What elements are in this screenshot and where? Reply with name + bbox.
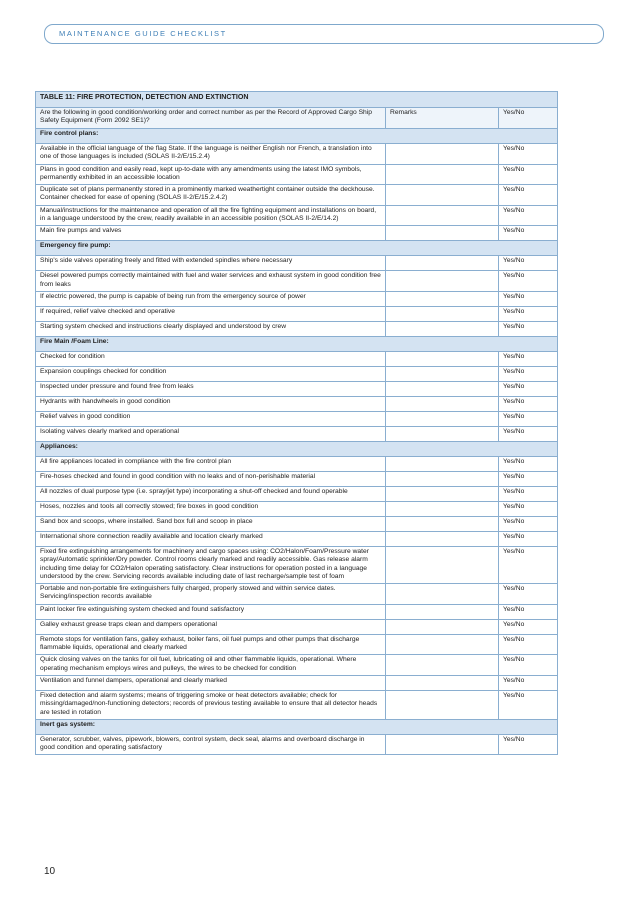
item-description: Inspected under pressure and found free from leaks <box>36 381 386 396</box>
remarks-cell[interactable] <box>386 164 499 185</box>
remarks-cell[interactable] <box>386 634 499 655</box>
remarks-cell[interactable] <box>386 584 499 605</box>
yes-no-cell[interactable]: Yes/No <box>499 351 558 366</box>
yes-no-cell[interactable]: Yes/No <box>499 396 558 411</box>
table-row <box>36 144 558 165</box>
table-row <box>36 381 558 396</box>
yes-no-cell[interactable]: Yes/No <box>499 226 558 241</box>
table-row <box>36 675 558 690</box>
remarks-cell[interactable] <box>386 486 499 501</box>
table-row <box>36 486 558 501</box>
remarks-cell[interactable] <box>386 546 499 583</box>
remarks-cell[interactable] <box>386 471 499 486</box>
remarks-cell[interactable] <box>386 321 499 336</box>
section-header-row <box>36 336 558 351</box>
remarks-cell[interactable] <box>386 226 499 241</box>
item-description: International shore connection readily available and location clearly marked <box>36 531 386 546</box>
remarks-cell[interactable] <box>386 185 499 206</box>
remarks-cell[interactable] <box>386 734 499 755</box>
item-description: Generator, scrubber, valves, pipework, blowers, control system, deck seal, alarms and overboard discharge in good condition and operating satisfactory <box>36 734 386 755</box>
yes-no-cell[interactable]: Yes/No <box>499 366 558 381</box>
item-description: Ventilation and funnel dampers, operational and clearly marked <box>36 675 386 690</box>
yes-no-cell[interactable]: Yes/No <box>499 321 558 336</box>
item-description: If electric powered, the pump is capable of being run from the emergency source of power <box>36 291 386 306</box>
yes-no-cell[interactable]: Yes/No <box>499 456 558 471</box>
fire-protection-checklist-table <box>35 91 558 755</box>
item-description: Main fire pumps and valves <box>36 226 386 241</box>
item-description: Galley exhaust grease traps clean and dampers operational <box>36 619 386 634</box>
table-row <box>36 604 558 619</box>
table-row <box>36 256 558 271</box>
remarks-cell[interactable] <box>386 306 499 321</box>
table-row <box>36 321 558 336</box>
section-title: Emergency fire pump: <box>36 241 558 256</box>
item-description: Checked for condition <box>36 351 386 366</box>
table-row <box>36 164 558 185</box>
table-row <box>36 351 558 366</box>
section-header-row <box>36 441 558 456</box>
item-description: Fire-hoses checked and found in good condition with no leaks and of non-perishable material <box>36 471 386 486</box>
section-title: Fire control plans: <box>36 129 558 144</box>
page-number: 10 <box>44 866 56 877</box>
item-description: Paint locker fire extinguishing system checked and found satisfactory <box>36 604 386 619</box>
item-description: Plans in good condition and easily read, kept up-to-date with any amendments using the latest IMO symbols, permanently exhibited in an accessible location <box>36 164 386 185</box>
item-description: Relief valves in good condition <box>36 411 386 426</box>
yes-no-cell[interactable]: Yes/No <box>499 584 558 605</box>
table-row <box>36 411 558 426</box>
yes-no-cell[interactable]: Yes/No <box>499 185 558 206</box>
remarks-cell[interactable] <box>386 351 499 366</box>
remarks-cell[interactable] <box>386 604 499 619</box>
yes-no-cell[interactable]: Yes/No <box>499 531 558 546</box>
header-banner <box>44 24 604 44</box>
section-title: Inert gas system: <box>36 719 558 734</box>
yes-no-cell[interactable]: Yes/No <box>499 604 558 619</box>
remarks-cell[interactable] <box>386 426 499 441</box>
item-description: Isolating valves clearly marked and operational <box>36 426 386 441</box>
table-header-row <box>36 108 558 129</box>
item-description: Quick closing valves on the tanks for oil fuel, lubricating oil and other flammable liquids, operational. Where operating mechanism employs wires and pulleys, the wires to be checked for condition <box>36 655 386 676</box>
remarks-cell[interactable] <box>386 366 499 381</box>
item-description: All nozzles of dual purpose type (i.e. spray/jet type) incorporating a shut-off checked and found operable <box>36 486 386 501</box>
remarks-cell[interactable] <box>386 690 499 719</box>
remarks-cell[interactable] <box>386 655 499 676</box>
table-row <box>36 306 558 321</box>
remarks-cell[interactable] <box>386 619 499 634</box>
remarks-cell[interactable] <box>386 396 499 411</box>
table-row <box>36 205 558 226</box>
remarks-cell[interactable] <box>386 675 499 690</box>
yes-no-cell[interactable]: Yes/No <box>499 164 558 185</box>
yes-no-cell[interactable]: Yes/No <box>499 501 558 516</box>
remarks-cell[interactable] <box>386 144 499 165</box>
item-description: Diesel powered pumps correctly maintained with fuel and water services and exhaust system in good condition free from leaks <box>36 271 386 292</box>
table-row <box>36 655 558 676</box>
item-description: Manual/instructions for the maintenance and operation of all the fire fighting equipment and installations on board, in a language understood by the crew, readily available in an accessible position (SOLAS II-2/E/14.2) <box>36 205 386 226</box>
yes-no-cell[interactable]: Yes/No <box>499 306 558 321</box>
remarks-cell[interactable] <box>386 531 499 546</box>
table-row <box>36 516 558 531</box>
yes-no-cell[interactable]: Yes/No <box>499 619 558 634</box>
item-description: All fire appliances located in compliance with the fire control plan <box>36 456 386 471</box>
table-row <box>36 501 558 516</box>
remarks-cell[interactable] <box>386 291 499 306</box>
item-description: Portable and non-portable fire extinguishers fully charged, properly stowed and within service dates. Servicing/inspection records available <box>36 584 386 605</box>
yes-no-cell[interactable]: Yes/No <box>499 516 558 531</box>
yes-no-cell[interactable]: Yes/No <box>499 256 558 271</box>
item-description: Fixed detection and alarm systems; means of triggering smoke or heat detectors available; check for missing/damaged/non-functioning detectors; records of previous testing available to ensure that all detector heads are tested in rotation <box>36 690 386 719</box>
description-column-header: Are the following in good condition/working order and correct number as per the Record of Approved Cargo Ship Safety Equipment (Form 2092 SE1)? <box>36 108 386 129</box>
item-description: If required, relief valve checked and operative <box>36 306 386 321</box>
yes-no-cell[interactable]: Yes/No <box>499 655 558 676</box>
yes-no-cell[interactable]: Yes/No <box>499 271 558 292</box>
table-row <box>36 271 558 292</box>
yes-no-cell[interactable]: Yes/No <box>499 546 558 583</box>
table-row <box>36 226 558 241</box>
table-row <box>36 471 558 486</box>
item-description: Remote stops for ventilation fans, galley exhaust, boiler fans, oil fuel pumps and other pumps that discharge flammable liquids, operational and clearly marked <box>36 634 386 655</box>
yes-no-cell[interactable]: Yes/No <box>499 205 558 226</box>
yes-no-cell[interactable]: Yes/No <box>499 675 558 690</box>
header-title: MAINTENANCE GUIDE CHECKLIST <box>59 29 227 38</box>
yes-no-cell[interactable]: Yes/No <box>499 426 558 441</box>
table-row <box>36 185 558 206</box>
remarks-cell[interactable] <box>386 456 499 471</box>
remarks-cell[interactable] <box>386 501 499 516</box>
remarks-cell[interactable] <box>386 271 499 292</box>
item-description: Available in the official language of the flag State. If the language is neither English nor French, a translation into one of those languages is included (SOLAS II-2/E/15.2.4) <box>36 144 386 165</box>
table-row <box>36 619 558 634</box>
table-row <box>36 396 558 411</box>
yes-no-cell[interactable]: Yes/No <box>499 291 558 306</box>
item-description: Ship's side valves operating freely and fitted with extended spindles where necessary <box>36 256 386 271</box>
table-row <box>36 366 558 381</box>
remarks-cell[interactable] <box>386 411 499 426</box>
section-header-row <box>36 129 558 144</box>
yesno-column-header: Yes/No <box>499 108 558 129</box>
item-description: Hoses, nozzles and tools all correctly stowed; fire boxes in good condition <box>36 501 386 516</box>
yes-no-cell[interactable]: Yes/No <box>499 734 558 755</box>
table-row <box>36 634 558 655</box>
table-row <box>36 456 558 471</box>
table-row <box>36 690 558 719</box>
yes-no-cell[interactable]: Yes/No <box>499 634 558 655</box>
section-title: Appliances: <box>36 441 558 456</box>
item-description: Sand box and scoops, where installed. Sand box full and scoop in place <box>36 516 386 531</box>
remarks-column-header: Remarks <box>386 108 499 129</box>
yes-no-cell[interactable]: Yes/No <box>499 381 558 396</box>
yes-no-cell[interactable]: Yes/No <box>499 144 558 165</box>
table-row <box>36 584 558 605</box>
table-title-row <box>36 92 558 108</box>
item-description: Expansion couplings checked for condition <box>36 366 386 381</box>
section-title: Fire Main /Foam Line: <box>36 336 558 351</box>
item-description: Hydrants with handwheels in good condition <box>36 396 386 411</box>
item-description: Starting system checked and instructions clearly displayed and understood by crew <box>36 321 386 336</box>
section-header-row <box>36 719 558 734</box>
remarks-cell[interactable] <box>386 205 499 226</box>
table-row <box>36 734 558 755</box>
remarks-cell[interactable] <box>386 256 499 271</box>
table-row <box>36 426 558 441</box>
table-row <box>36 546 558 583</box>
table-title: TABLE 11: FIRE PROTECTION, DETECTION AND EXTINCTION <box>36 92 558 108</box>
item-description: Duplicate set of plans permanently stored in a prominently marked weathertight container outside the deckhouse. Container checked for ease of opening (SOLAS II-2/E/15.2.4.2) <box>36 185 386 206</box>
table-row <box>36 291 558 306</box>
item-description: Fixed fire extinguishing arrangements for machinery and cargo spaces using: CO2/Halon/Foam/Pressure water spray/Automatic sprinkler/Dry powder. Control rooms clearly marked and readily accessible. Gas release alarm including time delay for CO2/Halon operating satisfactory. Clear instructions for operation posted in a language understood by the crew. Servicing records available including date of last recharge/sample test of foam <box>36 546 386 583</box>
section-header-row <box>36 241 558 256</box>
yes-no-cell[interactable]: Yes/No <box>499 486 558 501</box>
yes-no-cell[interactable]: Yes/No <box>499 411 558 426</box>
remarks-cell[interactable] <box>386 516 499 531</box>
yes-no-cell[interactable]: Yes/No <box>499 690 558 719</box>
table-row <box>36 531 558 546</box>
remarks-cell[interactable] <box>386 381 499 396</box>
yes-no-cell[interactable]: Yes/No <box>499 471 558 486</box>
